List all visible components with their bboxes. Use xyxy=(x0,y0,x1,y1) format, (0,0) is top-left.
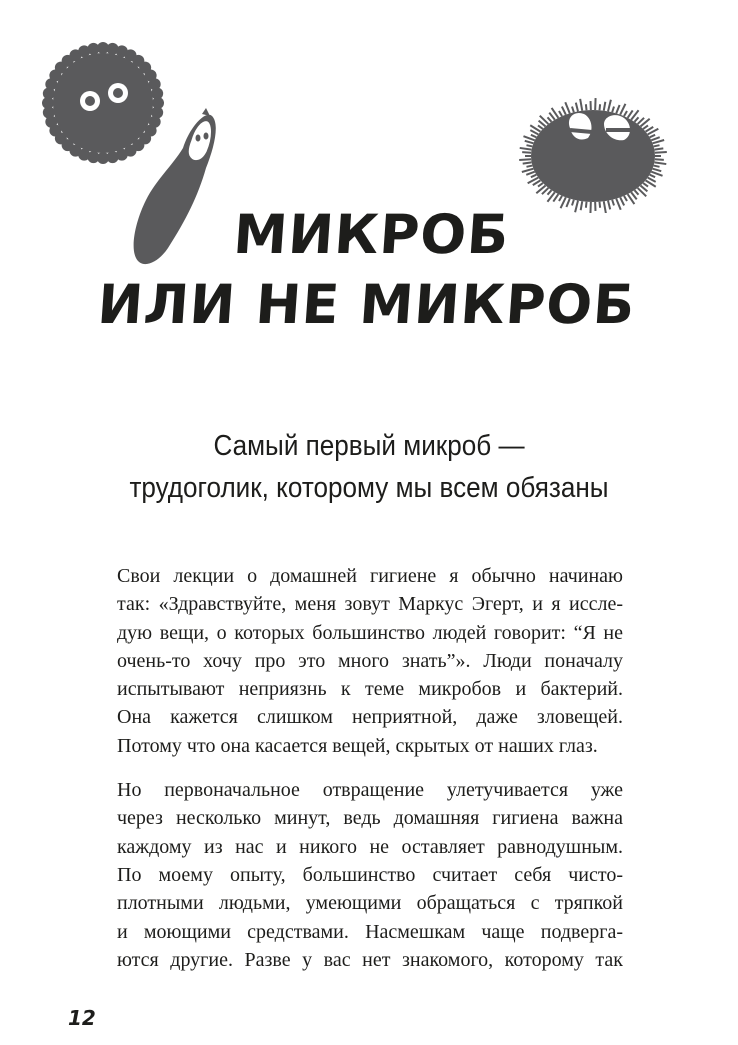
text-line: каждому из нас и никого не оставляет равнодушным. xyxy=(117,835,623,858)
text-line: По моему опыту, большинство считает себя чисто- xyxy=(117,863,623,886)
section-subtitle xyxy=(37,425,701,509)
hairy-microbe-illustration xyxy=(508,88,673,213)
text-line: Она кажется слишком неприятной, даже зловещей. xyxy=(117,706,623,729)
text-line: Свои лекции о домашней гигиене я обычно начинаю xyxy=(117,565,623,587)
chapter-title xyxy=(0,200,738,340)
text-line: ются другие. Разве у вас нет знакомого, которому так xyxy=(117,948,623,971)
text-line: испытывают неприязнь к теме микробов и бактерий. xyxy=(117,678,623,701)
text-line: дую вещи, о которых большинство людей говорит: “Я не xyxy=(117,621,623,644)
subtitle-line-1: Самый первый микроб — xyxy=(213,430,525,462)
text-line: Потому что она касается вещей, скрытых от наших глаз. xyxy=(117,734,598,757)
text-line: очень-то хочу про это много знать”». Люди поначалу xyxy=(117,649,623,672)
paragraph xyxy=(117,562,623,760)
subtitle-line-2: трудоголик, которому мы всем обязаны xyxy=(129,472,609,504)
body-text xyxy=(117,562,623,990)
text-line: плотными людьми, умеющими обращаться с тряпкой xyxy=(117,892,623,915)
chapter-title-line-1: МИКРОБ xyxy=(231,203,512,266)
text-line: Но первоначальное отвращение улетучивается уже xyxy=(117,779,623,802)
text-line: и моющими средствами. Насмешкам чаще подверга- xyxy=(117,920,623,943)
text-line: через несколько минут, ведь домашняя гигиена важна xyxy=(117,807,623,830)
text-line: так: «Здравствуйте, меня зовут Маркус Эгерт, и я иссле- xyxy=(117,593,623,616)
page-number: 12 xyxy=(68,1006,96,1030)
chapter-title-line-2: ИЛИ НЕ МИКРОБ xyxy=(95,273,638,336)
paragraph xyxy=(117,776,623,974)
